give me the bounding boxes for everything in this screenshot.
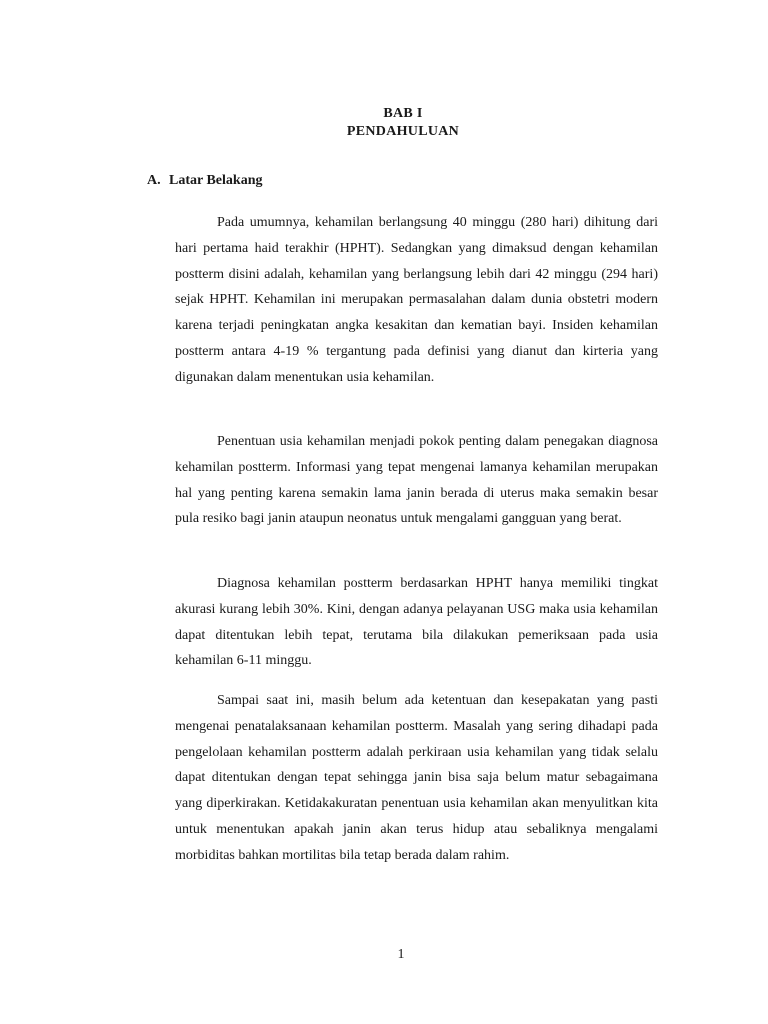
chapter-title: PENDAHULUAN — [346, 124, 460, 139]
paragraph-3: Diagnosa kehamilan postterm berdasarkan HPHT hanya memiliki tingkat akurasi kurang lebih 30%. Kini, dengan adanya pelayanan USG maka usia kehamilan dapat ditentukan lebih tepat, terutama bila dilakukan pemeriksaan pada usia kehamilan 6-11 minggu. — [175, 576, 658, 669]
section-number: A. — [147, 173, 161, 188]
section-heading — [147, 173, 262, 189]
page-number: 1 — [397, 947, 405, 962]
chapter-number: BAB I — [383, 106, 423, 121]
paragraph-2: Penentuan usia kehamilan menjadi pokok penting dalam penegakan diagnosa kehamilan postterm. Informasi yang tepat mengenai lamanya kehamilan merupakan hal yang penting karena semakin lama janin berada di uterus maka semakin besar pula resiko bagi janin ataupun neonatus untuk mengalami gangguan yang berat. — [175, 434, 658, 527]
section-title: Latar Belakang — [169, 173, 263, 188]
paragraph-1: Pada umumnya, kehamilan berlangsung 40 minggu (280 hari) dihitung dari hari pertama haid terakhir (HPHT). Sedangkan yang dimaksud dengan kehamilan postterm disini adalah, kehamilan yang berlangsung lebih dari 42 minggu (294 hari) sejak HPHT. Kehamilan ini merupakan permasalahan dalam dunia obstetri modern karena terjadi peningkatan angka kesakitan dan kematian bayi. Insiden kehamilan postterm antara 4-19 % tergantung pada definisi yang dianut dan kirteria yang digunakan dalam menentukan usia kehamilan. — [175, 215, 658, 385]
paragraph-4: Sampai saat ini, masih belum ada ketentuan dan kesepakatan yang pasti mengenai penatalaksanaan kehamilan postterm. Masalah yang sering dihadapi pada pengelolaan kehamilan postterm adalah perkiraan usia kehamilan yang tidak selalu dapat ditentukan dengan tepat sehingga janin bisa saja belum matur sebagaimana yang diperkirakan. Ketidakakuratan penentuan usia kehamilan akan menyulitkan kita untuk menentukan apakah janin akan terus hidup atau sebaliknya mengalami morbiditas bahkan mortilitas bila tetap berada dalam rahim. — [175, 693, 658, 863]
